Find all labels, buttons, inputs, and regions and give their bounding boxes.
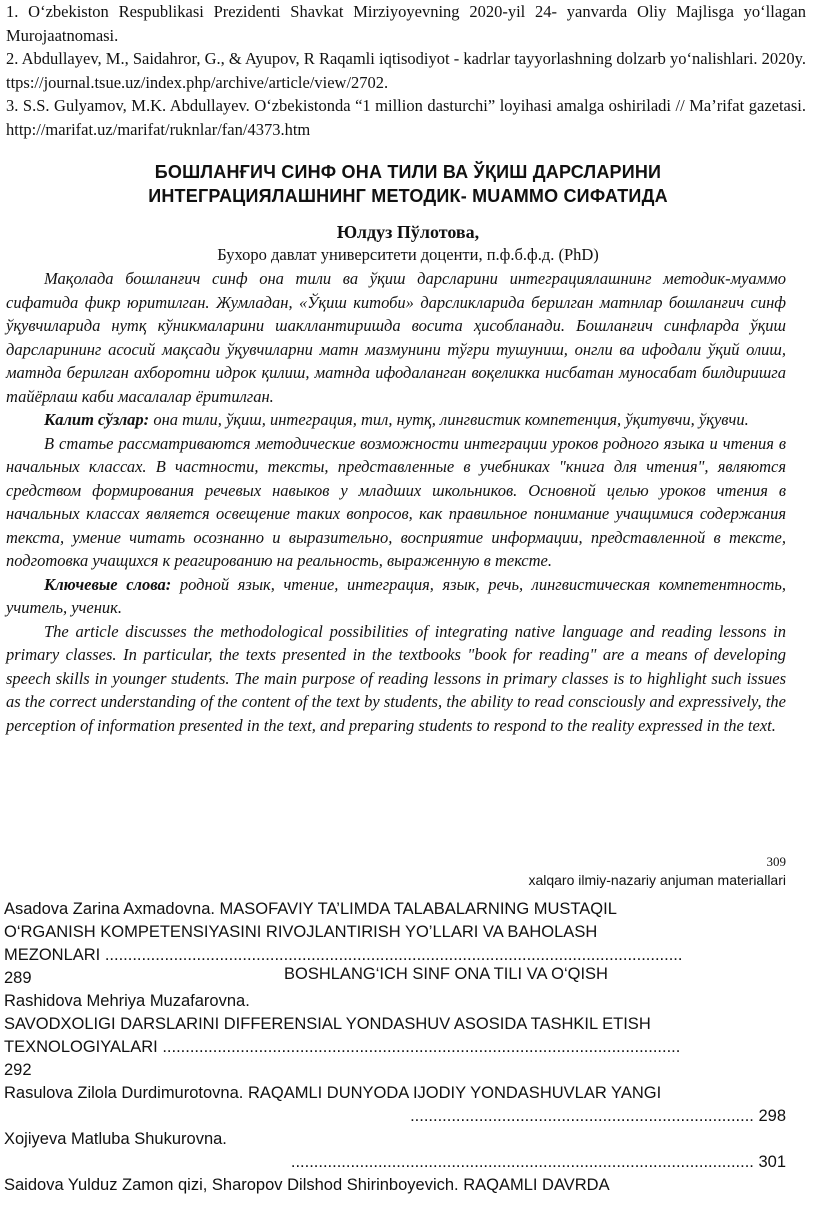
toc-line: Asadova Zarina Axmadovna. MASOFAVIY TA’LIMDA TALABALARNING MUSTAQIL [4,900,617,918]
keywords-uz-label: Калит сўзлар: [44,410,150,429]
keywords-ru-text: родной язык, чтение, интеграция, язык, речь, лингвистическая компетентность, учитель, ученик. [6,574,786,617]
toc-page-number: 292 [4,1061,32,1079]
reference-item: 3. S.S. Gulyamov, M.K. Abdullayev. O‘zbekistonda “1 million dasturchi” loyihasi amalga oshiriladi // Ma’rifat gazetasi. http://marifat.uz/marifat/ruknlar/fan/4373.htm [6,96,806,139]
toc-line-289 [4,967,786,990]
toc-title: BOSHLANG‘ICH SINF ONA TILI VA O‘QISH [284,967,608,983]
table-of-contents [4,898,786,1197]
keywords-ru [6,573,786,620]
reference-item: 1. O‘zbekiston Respublikasi Prezidenti Shavkat Mirziyoyevning 2020-yil 24- yanvarda Oliy Majlisga yo‘llagan Murojaatnomasi. [6,2,806,45]
article-title [0,160,816,208]
page-number: 309 [766,854,786,869]
article-body [6,267,786,737]
references-list [6,0,806,141]
title-line: ИНТЕГРАЦИЯЛАШНИНГ МЕТОДИК- MUАММО СИФАТИДА [148,186,668,206]
keywords-uz [6,408,786,432]
author-affiliation: Бухоро давлат университети доценти, п.ф.б.ф.д. (PhD) [217,245,599,264]
toc-line: SAVODXOLIGI DARSLARINI DIFFERENSIAL YONDASHUV ASOSIDA TASHKIL ETISH [4,1015,651,1033]
keywords-ru-label: Ключевые слова: [44,574,172,594]
article-author: Юлдуз Пўлотова, [336,222,480,242]
abstract-ru: В статье рассматриваются методические возможности интеграции уроков родного языка и чтения в начальных классах. В частности, тексты, представленные в учебниках "книга для чтения", являются средством формирования речевых навыков у младших школьников. Основной целью уроков чтения в начальных классах является освещение таких вопросов, как правильное понимание учащимися содержания текста, умение читать осознанно и выразительно, восприятие информации, представленной в тексте, подготовка учащихся к реагированию на реальность, выраженную в тексте. [6,433,786,570]
toc-line: O‘RGANISH KOMPETENSIYASINI RIVOJLANTIRISH YO’LLARI VA BAHOLASH [4,923,598,941]
toc-line: ........................................................................... 298 [410,1107,786,1125]
title-line: БОШЛАНҒИЧ СИНФ ОНА ТИЛИ ВА ЎҚИШ ДАРСЛАРИНИ [154,162,662,182]
toc-line: Rashidova Mehriya Muzafarovna. [4,992,250,1010]
toc-line: Xojiyeva Matluba Shukurovna. [4,1130,227,1148]
journal-name: xalqaro ilmiy-nazariy anjuman materiallari [528,872,786,888]
toc-page-number: 289 [4,969,32,987]
toc-line: TEXNOLOGIYALARI ................................................................................................................. [4,1038,681,1056]
toc-line: Rasulova Zilola Durdimurotovna. RAQAMLI DUNYODA IJODIY YONDASHUVLAR YANGI [4,1084,662,1102]
reference-item: 2. Abdullayev, M., Saidahror, G., & Ayupov, R Raqamli iqtisodiyot - kadrlar tayyorlashning dolzarb yo‘nalishlari. 2020y. ttps://journal.tsue.uz/index.php/archive/article/view/2702. [6,49,806,92]
keywords-uz-text: она тили, ўқиш, интеграция, тил, нутқ, лингвистик компетенция, ўқитувчи, ўқувчи. [149,410,749,429]
abstract-en: The article discusses the methodological possibilities of integrating native language and reading lessons in primary classes. In particular, the texts presented in the textbooks "book for reading" are a means of developing speech skills in younger students. The main purpose of reading lessons in primary classes is to highlight such issues as the correct understanding of the content of the text by students, the ability to read consciously and expressively, the perception of information presented in the text, and preparing students to respond to the reality expressed in the text. [6,621,786,735]
abstract-uz: Мақолада бошланғич синф она тили ва ўқиш дарсларини интеграциялашнинг методик-муаммо сифатида фикр юритилган. Жумладан, «Ўқиш китоби» дарсликларида берилган матнлар бошланғич синф ўқувчиларида нутқ кўникмаларини шакллантиришда восита ҳисобланади. Бошланғич синфларда ўқиш дарсларининг асосий мақсади ўқувчиларни матн мазмунини тўғри тушуниш, онгли ва ифодали ўқий олиш, матнда берилган ахборотни идрок қилиш, матнда ифодаланган воқеликка нисбатан муносабат билдиришга тайёрлаш каби масалалар ёритилган. [6,269,786,406]
toc-line: ..................................................................................................... 301 [290,1153,786,1171]
toc-line: Saidova Yulduz Zamon qizi, Sharopov Dilshod Shirinboyevich. RAQAMLI DAVRDA [4,1176,610,1194]
toc-line: MEZONLARI .............................................................................................................................. [4,946,683,964]
